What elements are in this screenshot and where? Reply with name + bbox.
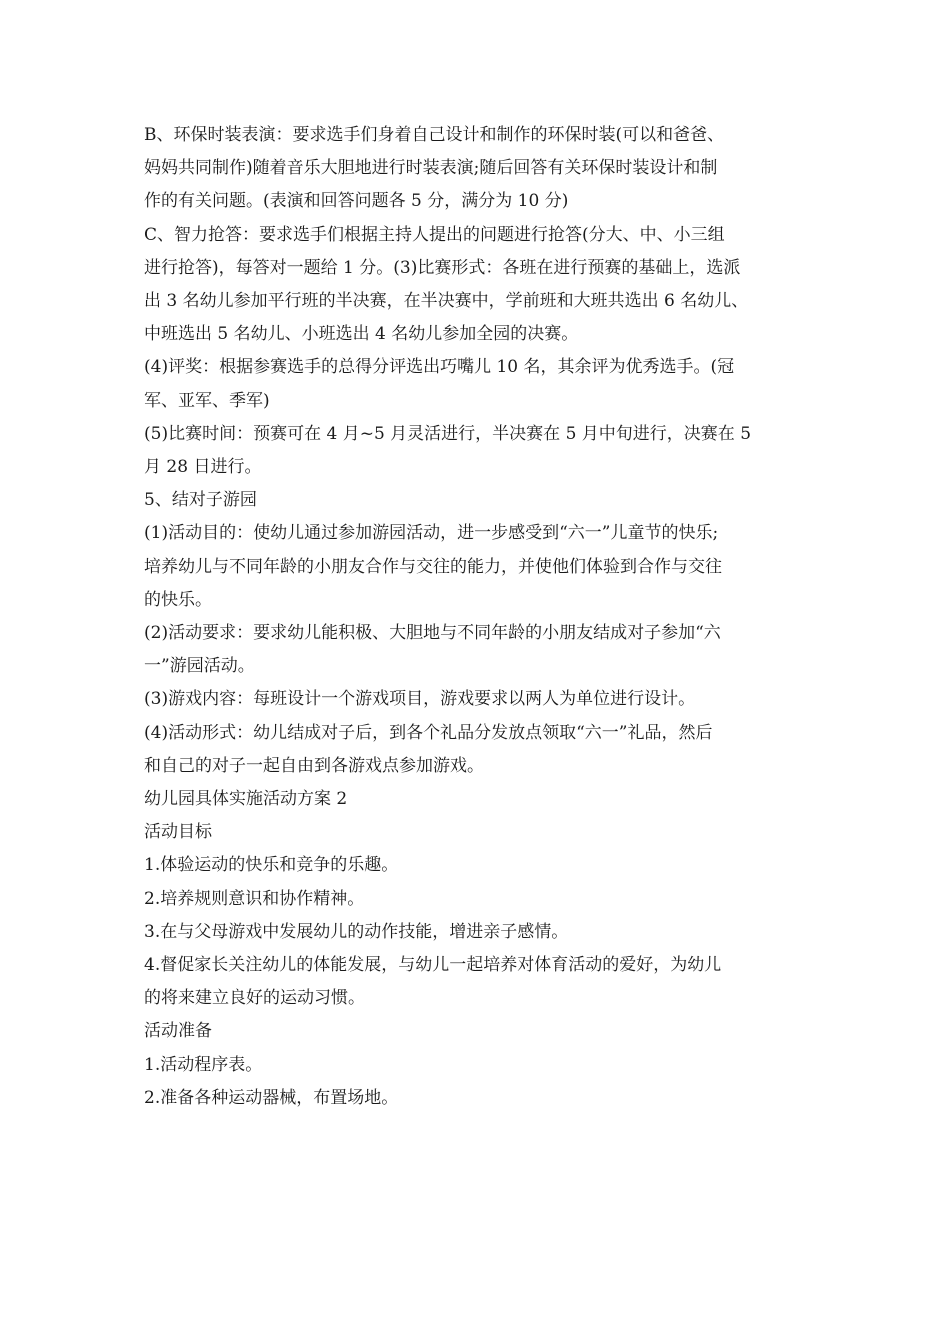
text-line: 中班选出 5 名幼儿、小班选出 4 名幼儿参加全园的决赛。 [144, 324, 579, 345]
text-line: (5)比赛时间：预赛可在 4 月~5 月灵活进行，半决赛在 5 月中旬进行，决赛在 5 [144, 423, 752, 444]
text-line: 的快乐。 [144, 589, 212, 610]
list-item: 4.督促家长关注幼儿的体能发展，与幼儿一起培养对体育活动的爱好，为幼儿 [144, 955, 722, 976]
list-item: 1.活动程序表。 [144, 1054, 263, 1075]
text-line: 作的有关问题。(表演和回答问题各 5 分，满分为 10 分) [144, 191, 569, 212]
document-body [144, 119, 814, 1115]
section-heading: 5、结对子游园 [144, 490, 257, 511]
text-line: C、智力抢答：要求选手们根据主持人提出的问题进行抢答(分大、中、小三组 [144, 224, 725, 245]
text-line: 进行抢答)，每答对一题给 1 分。(3)比赛形式：各班在进行预赛的基础上，选派 [144, 257, 741, 278]
text-line: 军、亚军、季军) [144, 390, 270, 411]
text-line: (2)活动要求：要求幼儿能积极、大胆地与不同年龄的小朋友结成对子参加“六 [144, 623, 721, 644]
text-line: 和自己的对子一起自由到各游戏点参加游戏。 [144, 755, 484, 776]
text-line: B、环保时装表演：要求选手们身着自己设计和制作的环保时装(可以和爸爸、 [144, 125, 725, 145]
section-heading: 活动准备 [144, 1021, 212, 1042]
list-item: 2.准备各种运动器械，布置场地。 [144, 1087, 399, 1108]
text-line: (1)活动目的：使幼儿通过参加游园活动，进一步感受到“六一”儿童节的快乐; [144, 523, 719, 544]
section-heading: 活动目标 [144, 822, 212, 843]
list-item: 2.培养规则意识和协作精神。 [144, 888, 365, 909]
list-item: 3.在与父母游戏中发展幼儿的动作技能，增进亲子感情。 [144, 921, 569, 942]
text-line: 妈妈共同制作)随着音乐大胆地进行时装表演;随后回答有关环保时装设计和制 [144, 158, 718, 179]
list-item: 1.体验运动的快乐和竞争的乐趣。 [144, 855, 399, 876]
text-line: 培养幼儿与不同年龄的小朋友合作与交往的能力，并使他们体验到合作与交往 [144, 556, 722, 577]
text-line: 一”游园活动。 [144, 656, 255, 677]
text-line: (4)评奖：根据参赛选手的总得分评选出巧嘴儿 10 名，其余评为优秀选手。(冠 [144, 357, 735, 378]
text-line: 月 28 日进行。 [144, 457, 262, 478]
text-line: (4)活动形式：幼儿结成对子后，到各个礼品分发放点领取“六一”礼品，然后 [144, 722, 713, 743]
text-line: 出 3 名幼儿参加平行班的半决赛，在半决赛中，学前班和大班共选出 6 名幼儿、 [144, 291, 749, 312]
text-line: (3)游戏内容：每班设计一个游戏项目，游戏要求以两人为单位进行设计。 [144, 689, 696, 710]
text-line: 的将来建立良好的运动习惯。 [144, 988, 365, 1009]
document-title: 幼儿园具体实施活动方案 2 [144, 789, 348, 810]
